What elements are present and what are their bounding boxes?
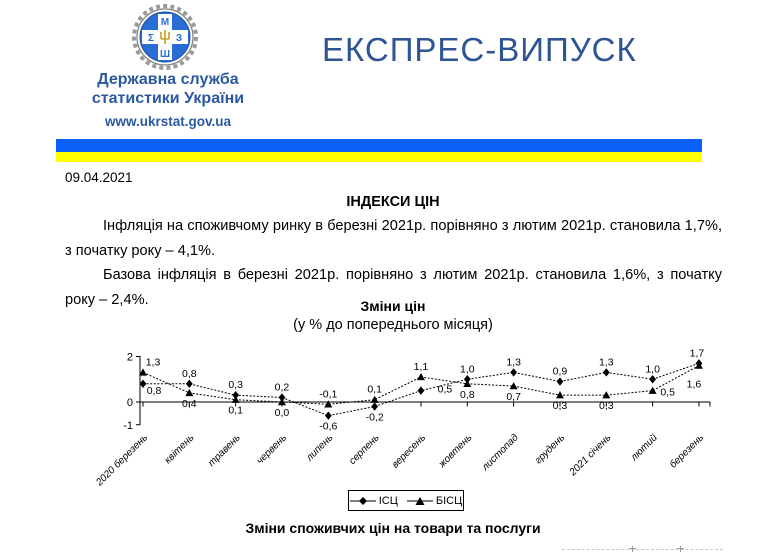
svg-text:1,3: 1,3: [145, 356, 161, 369]
svg-text:0,8: 0,8: [460, 388, 475, 401]
svg-text:грудень: грудень: [533, 432, 568, 467]
svg-text:вересень: вересень: [389, 432, 429, 471]
svg-text:-0,1: -0,1: [319, 388, 338, 401]
svg-text:лютий: лютий: [628, 432, 660, 464]
legend-label: БІСЦ: [435, 494, 463, 507]
svg-text:Σ: Σ: [147, 33, 155, 44]
data-labels: [146, 347, 705, 432]
svg-text:2021 січень: 2021 січень: [567, 432, 614, 479]
svg-text:1,7: 1,7: [689, 347, 705, 360]
cutoff-tick: [629, 548, 636, 549]
svg-text:квітень: квітень: [162, 432, 197, 467]
svg-text:1,1: 1,1: [413, 360, 429, 373]
org-name-line1: Державна служба: [97, 71, 239, 88]
svg-text:1,0: 1,0: [460, 363, 475, 376]
svg-text:травень: травень: [206, 432, 243, 469]
svg-text:серпень: серпень: [347, 432, 382, 467]
svg-text:жовтень: жовтень: [436, 432, 475, 470]
paragraph-inflation: Інфляція на споживчому ринку в березні 2021р. порівняно з лютим 2021р. становила 1,7%, з початку року – 4,1%.: [65, 218, 722, 259]
diamond-marker: [557, 377, 564, 385]
svg-text:0,1: 0,1: [367, 383, 382, 396]
svg-text:0,8: 0,8: [146, 384, 162, 397]
triangle-legend-icon: [407, 496, 433, 506]
svg-text:листопад: листопад: [480, 432, 521, 474]
svg-text:-0,6: -0,6: [319, 420, 338, 433]
diamond-marker: [140, 380, 147, 388]
svg-text:0,3: 0,3: [552, 400, 568, 413]
svg-text:0,7: 0,7: [506, 391, 521, 404]
chart-title: Зміни цін: [360, 298, 426, 314]
diamond-marker: [186, 380, 193, 388]
svg-text:1,6: 1,6: [686, 378, 702, 391]
svg-text:0,1: 0,1: [228, 404, 243, 417]
diamond-marker: [418, 386, 425, 394]
svg-text:березень: березень: [667, 432, 707, 471]
triangle-marker: [649, 387, 657, 394]
y-axis-labels: [123, 352, 133, 432]
diamond-marker: [603, 368, 610, 376]
cutoff-tick: [680, 546, 681, 552]
diamond-marker: [371, 402, 378, 410]
ukrstat-emblem-logo: [130, 2, 200, 72]
triangle-marker: [417, 373, 425, 380]
svg-text:-1: -1: [123, 419, 133, 432]
svg-text:0,3: 0,3: [598, 400, 614, 413]
triangle-marker: [185, 389, 193, 396]
price-changes-chart: [0, 344, 783, 514]
svg-text:0,3: 0,3: [228, 379, 243, 392]
svg-text:0,5: 0,5: [660, 386, 675, 399]
paragraph-core-inflation: Базова інфляція в березні 2021р. порівняно з лютим 2021р. становила 1,6%, з початку року – 2,4%.: [65, 267, 722, 308]
svg-text:0,2: 0,2: [274, 381, 290, 394]
svg-text:0,9: 0,9: [552, 365, 568, 378]
triangle-marker: [371, 396, 379, 403]
svg-text:М: М: [160, 17, 170, 28]
svg-text:липень: липень: [304, 432, 336, 464]
svg-text:0,5: 0,5: [437, 383, 453, 396]
diamond-marker: [510, 368, 517, 376]
svg-text:0,8: 0,8: [182, 367, 197, 380]
svg-text:0: 0: [126, 397, 133, 409]
flag-yellow-stripe: [56, 152, 702, 162]
legend-item-ІСЦ: [350, 495, 398, 507]
svg-text:З: З: [175, 33, 183, 44]
svg-text:1,3: 1,3: [598, 356, 614, 369]
flag-blue-stripe: [56, 139, 702, 152]
svg-text:2020 березень: 2020 березень: [94, 432, 151, 489]
x-axis-labels: [93, 432, 706, 489]
svg-text:-0,2: -0,2: [365, 411, 384, 424]
svg-text:1,3: 1,3: [506, 356, 521, 369]
cutoff-tick: [632, 546, 633, 552]
svg-text:0,0: 0,0: [274, 407, 290, 419]
website-link[interactable]: www.ukrstat.gov.ua: [104, 114, 232, 129]
svg-text:Ш: Ш: [159, 49, 171, 60]
flag-divider: [56, 139, 702, 162]
chart-legend: [348, 490, 464, 511]
svg-text:червень: червень: [254, 432, 290, 467]
cutoff-table-fragment: [562, 549, 723, 550]
diamond-marker: [325, 411, 332, 419]
legend-item-БІСЦ: [407, 495, 462, 507]
section-title: ІНДЕКСИ ЦІН: [346, 194, 440, 210]
svg-text:2: 2: [126, 351, 133, 364]
legend-label: ІСЦ: [378, 494, 398, 507]
diamond-legend-icon: [350, 496, 376, 506]
publication-date: 09.04.2021: [65, 170, 133, 185]
chart-subtitle: (у % до попереднього місяця): [293, 317, 493, 333]
org-name-line2: статистики України: [91, 90, 245, 107]
cutoff-tick: [677, 548, 684, 549]
svg-text:0,4: 0,4: [182, 397, 197, 410]
bottom-section-title: Зміни споживчих цін на товари та послуги: [245, 520, 541, 536]
svg-text:1,0: 1,0: [645, 363, 660, 376]
main-title: ЕКСПРЕС-ВИПУСК: [322, 31, 637, 68]
diamond-marker: [649, 375, 656, 383]
